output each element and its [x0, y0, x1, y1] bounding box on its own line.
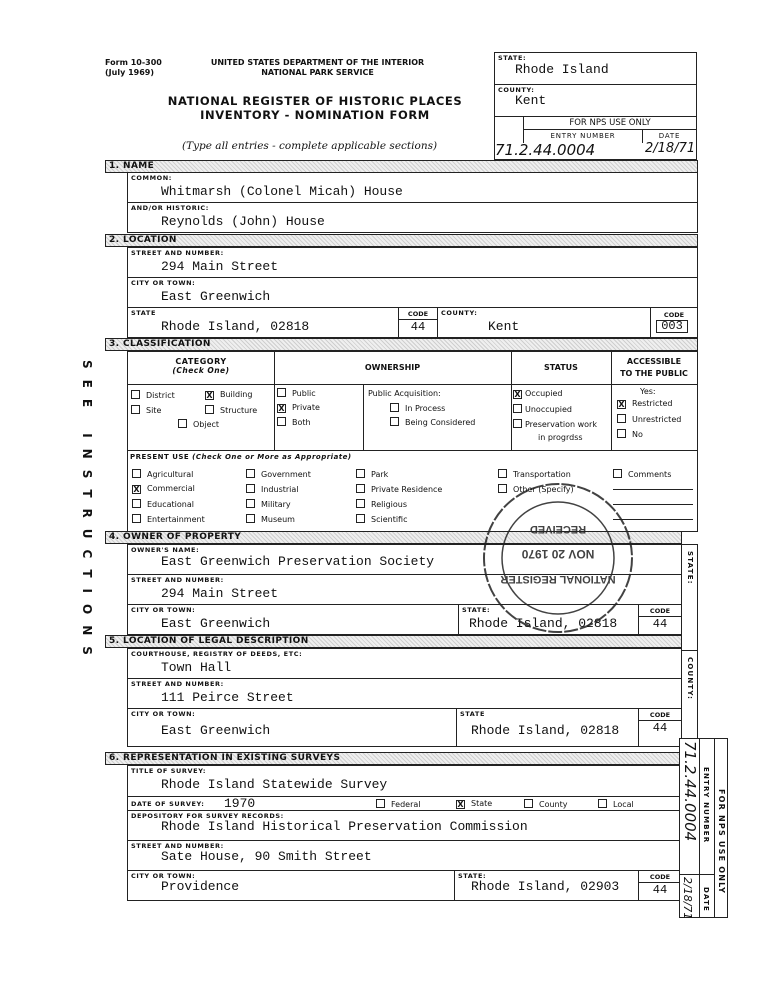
public-acquisition-label: Public Acquisition: — [368, 389, 441, 398]
option-label: In Process — [405, 404, 446, 413]
state-label: STATE: — [462, 606, 491, 614]
use-educational[interactable] — [132, 499, 194, 509]
checkbox[interactable] — [617, 414, 626, 423]
strip-date-label: DATE — [702, 887, 710, 913]
title-line-2: INVENTORY - NOMINATION FORM — [200, 108, 430, 122]
option-label: Being Considered — [405, 418, 476, 427]
historic-name-field[interactable] — [127, 202, 698, 233]
use-religious[interactable] — [356, 499, 407, 509]
checkbox[interactable] — [390, 403, 399, 412]
ownership-both[interactable] — [277, 417, 311, 427]
city-label: CITY OR TOWN: — [131, 279, 196, 287]
checkbox[interactable] — [613, 469, 622, 478]
depository-label: DEPOSITORY FOR SURVEY RECORDS: — [131, 812, 284, 820]
county-code-label: CODE — [663, 311, 685, 319]
state-code[interactable]: 44 — [410, 320, 426, 334]
county-label: COUNTY: — [498, 86, 535, 94]
option-label: Private — [292, 403, 320, 412]
checkbox-checked[interactable]: X — [457, 800, 464, 809]
option-label: District — [146, 391, 175, 400]
courthouse-label: COURTHOUSE, REGISTRY OF DEEDS, ETC: — [131, 650, 303, 658]
service: NATIONAL PARK SERVICE — [261, 68, 374, 77]
agency — [185, 58, 450, 78]
status-occupied[interactable] — [513, 389, 562, 399]
checkbox[interactable] — [131, 390, 140, 399]
city-label: CITY OR TOWN: — [131, 872, 196, 880]
city-label: CITY OR TOWN: — [131, 710, 196, 718]
status-note: in progrdss — [538, 433, 583, 442]
option-label: Other (Specify) — [513, 485, 574, 494]
strip-nps-label: FOR NPS USE ONLY — [717, 789, 726, 895]
option-label: County — [539, 800, 568, 809]
option-label: Federal — [391, 800, 421, 809]
use-commercial[interactable] — [132, 484, 195, 494]
code-label: CODE — [639, 709, 681, 721]
present-use-label: PRESENT USE — [130, 453, 190, 461]
section-5-header: 5. LOCATION OF LEGAL DESCRIPTION — [105, 635, 682, 648]
acquisition-being-considered[interactable] — [390, 417, 475, 427]
option-label: Both — [292, 418, 311, 427]
city-label: CITY OR TOWN: — [131, 606, 196, 614]
option-label: Local — [613, 800, 634, 809]
county-label: COUNTY: — [441, 309, 478, 317]
option-label: Entertainment — [147, 515, 205, 524]
courthouse-value: Town Hall — [161, 660, 232, 675]
checkbox[interactable] — [617, 429, 626, 438]
option-label: Educational — [147, 500, 194, 509]
checkbox[interactable] — [205, 405, 214, 414]
checkbox-checked[interactable]: X — [133, 485, 140, 494]
nps-top-box — [494, 52, 697, 160]
acquisition-in-process[interactable] — [390, 403, 445, 413]
checkbox[interactable] — [246, 499, 255, 508]
street-value: Sate House, 90 Smith Street — [161, 849, 372, 864]
level-federal[interactable] — [376, 799, 421, 809]
present-use-sub: (Check One or More as Appropriate) — [192, 453, 352, 461]
checkbox[interactable] — [246, 514, 255, 523]
checkbox[interactable] — [513, 404, 522, 413]
county-value[interactable]: Kent — [488, 319, 520, 334]
date-label: DATE — [658, 132, 681, 140]
checkbox[interactable] — [390, 417, 399, 426]
strip-county-label: COUNTY: — [686, 657, 694, 701]
checkbox-checked[interactable]: X — [206, 391, 213, 400]
option-label: Government — [261, 470, 311, 479]
checkbox[interactable] — [246, 484, 255, 493]
section-6-header: 6. REPRESENTATION IN EXISTING SURVEYS — [105, 752, 682, 765]
county-value[interactable]: Kent — [515, 93, 547, 108]
state-value[interactable]: Rhode Island, 02818 — [471, 723, 620, 738]
option-label: State — [471, 799, 493, 808]
form-title — [140, 94, 490, 122]
option-label: Unrestricted — [632, 415, 682, 424]
common-name-field[interactable] — [127, 172, 698, 203]
city-value[interactable]: East Greenwich — [161, 616, 271, 631]
stamp-top-text: NATIONAL REGISTER — [500, 573, 616, 585]
option-label: Industrial — [261, 485, 299, 494]
owner-name-value: East Greenwich Preservation Society — [161, 554, 435, 569]
level-county[interactable] — [524, 799, 568, 809]
option-label: Object — [193, 420, 220, 429]
historic-value: Reynolds (John) House — [161, 214, 325, 229]
stamp-date: NOV 20 1970 — [521, 547, 595, 561]
form-date: (July 1969) — [105, 68, 154, 77]
section-3-header: 3. CLASSIFICATION — [105, 338, 698, 351]
see-instructions: SEE INSTRUCTIONS — [80, 360, 94, 666]
state-code[interactable]: 44 — [652, 617, 668, 631]
checkbox[interactable] — [356, 499, 365, 508]
category-structure[interactable] — [205, 405, 257, 415]
accessible-yes-label: Yes: — [640, 387, 656, 396]
accessible-label: ACCESSIBLE — [626, 357, 682, 366]
status-unoccupied[interactable] — [513, 404, 572, 414]
instructions: (Type all entries - complete applicable sections) — [182, 140, 438, 152]
accessible-unrestricted[interactable] — [617, 414, 681, 424]
category-object[interactable] — [178, 419, 219, 429]
option-label: Museum — [261, 515, 295, 524]
checkbox[interactable] — [277, 417, 286, 426]
legal-street-field[interactable] — [127, 678, 682, 709]
courthouse-field[interactable] — [127, 648, 682, 679]
use-industrial[interactable] — [246, 484, 299, 494]
option-label: Building — [220, 390, 253, 399]
street-value: 294 Main Street — [161, 259, 279, 274]
street-label: STREET AND NUMBER: — [131, 842, 224, 850]
form-number-text: Form 10-300 — [105, 58, 162, 67]
county-code[interactable]: 003 — [656, 320, 688, 333]
level-local[interactable] — [598, 799, 634, 809]
street-value: 294 Main Street — [161, 586, 279, 601]
state-value[interactable]: Rhode Island, 02818 — [161, 319, 310, 334]
state-label: STATE — [460, 710, 486, 718]
category-label: CATEGORY — [175, 357, 227, 366]
category-site[interactable] — [131, 405, 161, 415]
present-use-header — [130, 453, 352, 461]
option-label: No — [632, 430, 643, 439]
strip-date: 2/18/71 — [681, 877, 694, 920]
checkbox[interactable] — [356, 484, 365, 493]
street-label: STREET AND NUMBER: — [131, 576, 224, 584]
option-label: Religious — [371, 500, 407, 509]
department: UNITED STATES DEPARTMENT OF THE INTERIOR — [210, 58, 425, 67]
option-label: Public — [292, 389, 316, 398]
use-scientific[interactable] — [356, 514, 408, 524]
checkbox[interactable] — [131, 405, 140, 414]
title-line-1: NATIONAL REGISTER OF HISTORIC PLACES — [167, 94, 463, 108]
received-stamp — [478, 478, 638, 638]
status-label: STATUS — [544, 363, 578, 372]
survey-city-row — [127, 870, 682, 901]
survey-date-label: DATE OF SURVEY: — [131, 800, 205, 808]
checkbox[interactable] — [598, 799, 607, 808]
use-agricultural[interactable] — [132, 469, 193, 479]
ownership-label: OWNERSHIP — [364, 363, 421, 372]
checkbox-checked[interactable]: X — [514, 390, 521, 399]
checkbox[interactable] — [376, 799, 385, 808]
checkbox[interactable] — [132, 469, 141, 478]
checkbox[interactable] — [524, 799, 533, 808]
state-value[interactable]: Rhode Island, 02903 — [471, 879, 620, 894]
option-label: Unoccupied — [525, 405, 572, 414]
common-label: COMMON: — [131, 174, 172, 182]
stamp-bottom-text: RECEIVED — [529, 523, 587, 535]
state-label: STATE: — [498, 54, 527, 62]
entry-number-label: ENTRY NUMBER — [523, 130, 643, 143]
historic-label: AND/OR HISTORIC: — [131, 204, 209, 212]
state-value[interactable]: Rhode Island, 02818 — [469, 616, 618, 631]
option-label: Commercial — [147, 484, 195, 493]
option-label: Site — [146, 406, 162, 415]
option-label: Transportation — [513, 470, 571, 479]
category-district[interactable] — [131, 390, 175, 400]
option-label: Structure — [220, 406, 258, 415]
location-state-row — [127, 307, 698, 338]
checkbox-checked[interactable]: X — [618, 400, 625, 409]
checkbox[interactable] — [178, 419, 187, 428]
option-label: Military — [261, 500, 291, 509]
survey-date-row — [127, 796, 682, 811]
legal-city-row — [127, 708, 682, 747]
checkbox[interactable] — [498, 469, 507, 478]
entry-number-handwritten: 71.2.44.0004 — [495, 141, 596, 159]
code-label: CODE — [399, 308, 437, 320]
common-value: Whitmarsh (Colonel Micah) House — [161, 184, 403, 199]
city-value[interactable]: Providence — [161, 879, 240, 894]
use-museum[interactable] — [246, 514, 295, 524]
ownership-public[interactable] — [277, 388, 316, 398]
use-government[interactable] — [246, 469, 311, 479]
level-state[interactable] — [456, 799, 492, 809]
owner-name-label: OWNER'S NAME: — [131, 546, 200, 554]
category-building[interactable] — [205, 390, 252, 400]
form-number — [105, 58, 162, 78]
use-entertainment[interactable] — [132, 514, 205, 524]
street-label: STREET AND NUMBER: — [131, 249, 224, 257]
date-handwritten: 2/18/71 — [645, 141, 696, 156]
state-label: STATE: — [458, 872, 487, 880]
state-label: STATE — [131, 309, 157, 317]
accessible-restricted[interactable] — [617, 399, 672, 409]
strip-entry-number: 71.2.44.0004 — [681, 741, 699, 842]
checkbox[interactable] — [356, 469, 365, 478]
survey-date-value[interactable]: 1970 — [224, 796, 256, 811]
option-label: Private Residence — [371, 485, 443, 494]
depository-value: Rhode Island Historical Preservation Commission — [161, 819, 528, 834]
survey-title-label: TITLE OF SURVEY: — [131, 767, 207, 775]
depository-field[interactable] — [127, 810, 682, 841]
state-code[interactable]: 44 — [652, 883, 668, 897]
option-label: Preservation work — [525, 420, 597, 429]
street-value: 111 Peirce Street — [161, 690, 294, 705]
nps-use-label: FOR NPS USE ONLY — [523, 117, 696, 130]
survey-street-field[interactable] — [127, 840, 682, 871]
accessible-label-2: TO THE PUBLIC — [620, 369, 688, 378]
checkbox[interactable] — [513, 419, 522, 428]
checkbox[interactable] — [132, 499, 141, 508]
status-preservation-work[interactable] — [513, 419, 597, 429]
category-sub: (Check One) — [172, 366, 230, 375]
use-private-residence[interactable] — [356, 484, 442, 494]
state-code[interactable]: 44 — [652, 721, 668, 735]
checkbox[interactable] — [132, 514, 141, 523]
option-label: Comments — [628, 470, 672, 479]
location-city-field[interactable] — [127, 277, 698, 308]
state-value[interactable]: Rhode Island — [515, 62, 609, 77]
option-label: Park — [371, 470, 389, 479]
accessible-no[interactable] — [617, 429, 643, 439]
city-value: East Greenwich — [161, 289, 271, 304]
location-street-field[interactable] — [127, 247, 698, 278]
code-label: CODE — [639, 605, 681, 617]
option-label: Agricultural — [147, 470, 194, 479]
code-label: CODE — [639, 871, 681, 883]
option-label: Scientific — [371, 515, 408, 524]
ownership-private[interactable] — [277, 403, 320, 413]
strip-entry-label: ENTRY NUMBER — [702, 767, 710, 844]
section-4-header: 4. OWNER OF PROPERTY — [105, 531, 682, 544]
survey-title-field[interactable] — [127, 765, 682, 797]
city-value[interactable]: East Greenwich — [161, 723, 271, 738]
checkbox-checked[interactable]: X — [278, 404, 285, 413]
street-label: STREET AND NUMBER: — [131, 680, 224, 688]
use-park[interactable] — [356, 469, 388, 479]
section-1-header: 1. NAME — [105, 160, 698, 173]
survey-title-value: Rhode Island Statewide Survey — [161, 777, 388, 792]
use-military[interactable] — [246, 499, 291, 509]
checkbox[interactable] — [246, 469, 255, 478]
option-label: Restricted — [632, 399, 673, 408]
checkbox[interactable] — [277, 388, 286, 397]
strip-state-label: STATE: — [686, 551, 694, 585]
checkbox[interactable] — [356, 514, 365, 523]
nps-strip — [679, 738, 728, 918]
option-label: Occupied — [525, 389, 563, 398]
section-2-header: 2. LOCATION — [105, 234, 698, 247]
